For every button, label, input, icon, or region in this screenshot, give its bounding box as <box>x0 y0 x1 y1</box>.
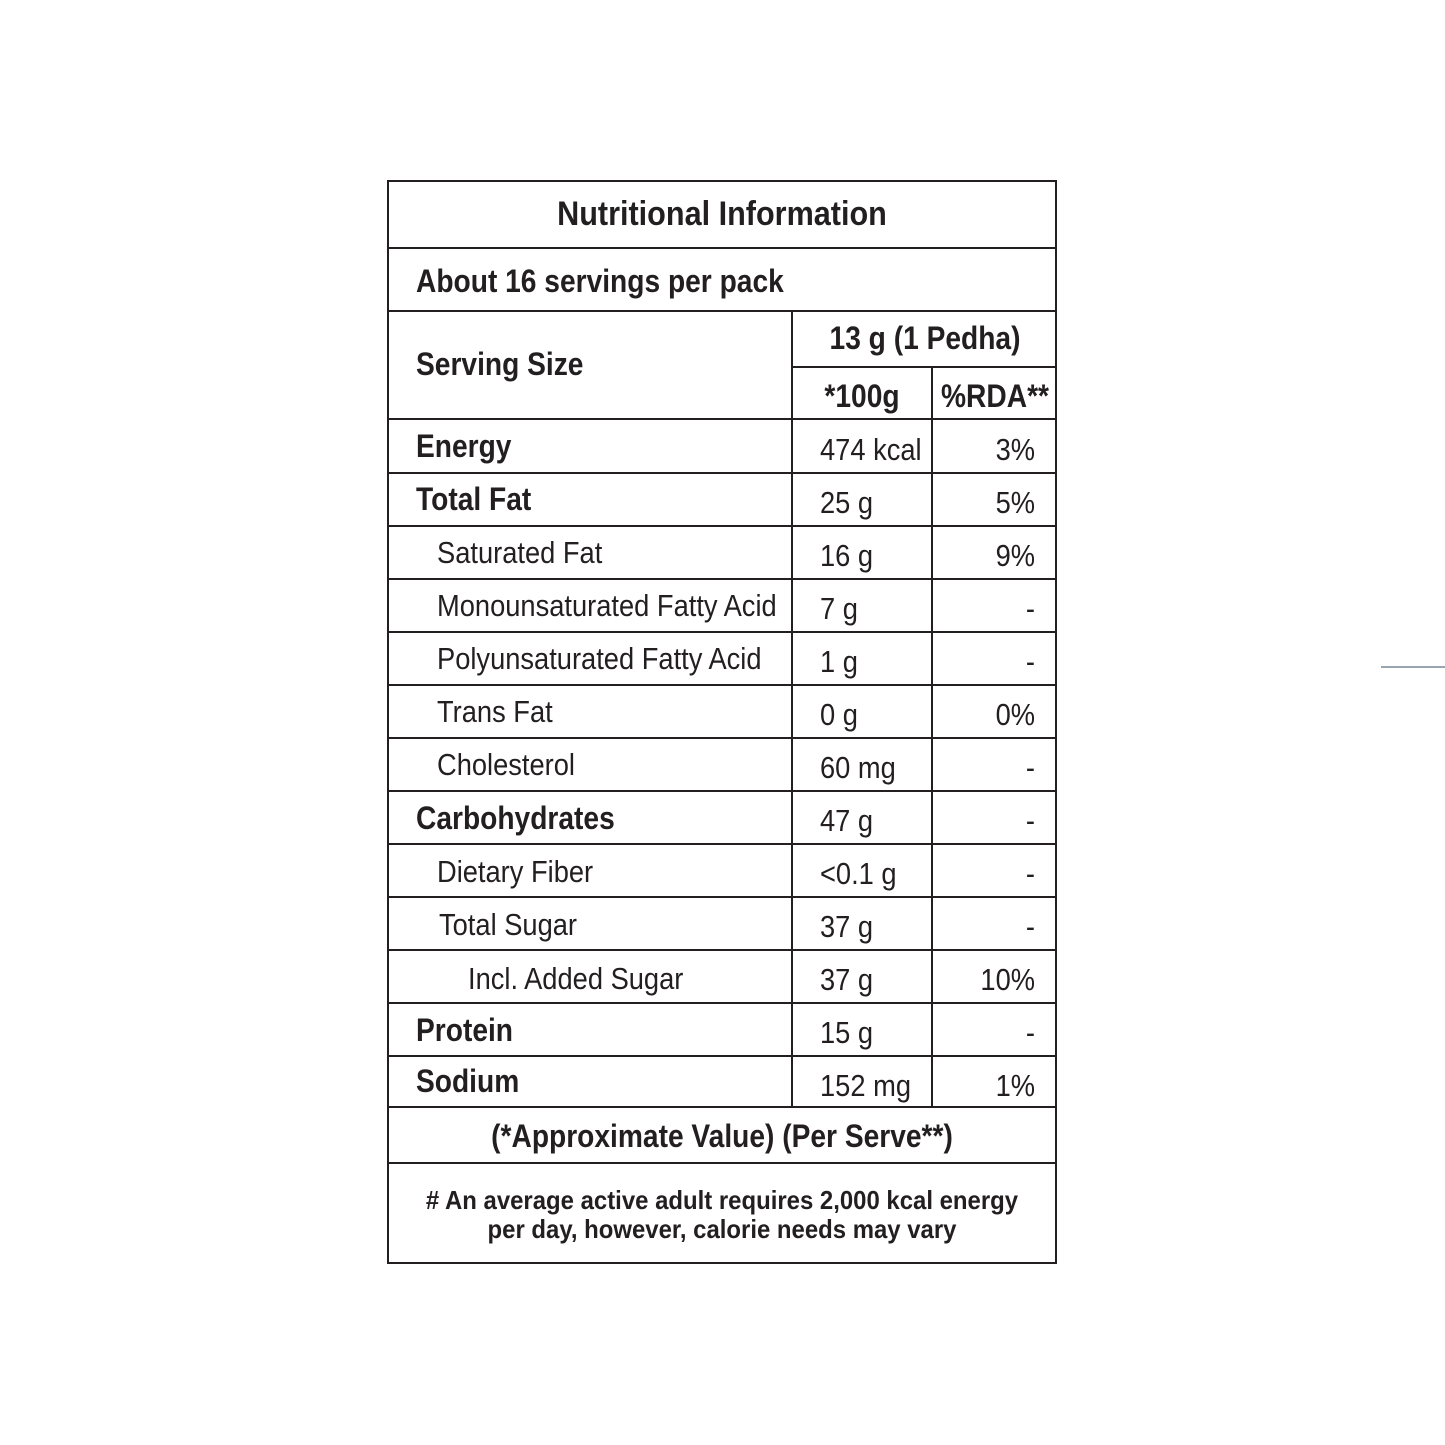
nutrient-value-energy: 474 kcal <box>820 432 922 467</box>
footnote-line-1: # An average active adult requires 2,000 kcal energy <box>425 1185 1019 1215</box>
nutrient-name-total-fat: Total Fat <box>416 481 532 517</box>
nutrient-name-trans-fat: Trans Fat <box>437 694 553 729</box>
servings-per-pack: About 16 servings per pack <box>416 263 784 299</box>
divider-serving-size-sub <box>792 366 1057 368</box>
stray-mark <box>1381 666 1445 668</box>
divider-row <box>387 684 1057 686</box>
divider-servings <box>387 310 1057 312</box>
divider-table-end <box>387 1106 1057 1108</box>
divider-row <box>387 578 1057 580</box>
nutrient-rda-protein: - <box>1025 1015 1035 1050</box>
divider-row <box>387 631 1057 633</box>
divider-col-values <box>791 310 793 1107</box>
column-header-rda: %RDA** <box>941 378 1049 414</box>
nutrient-value-saturated-fat: 16 g <box>820 538 874 573</box>
nutrient-rda-polyunsaturated: - <box>1025 644 1035 679</box>
divider-row <box>387 949 1057 951</box>
divider-row <box>387 525 1057 527</box>
nutrient-value-sodium: 152 mg <box>820 1068 911 1103</box>
nutrient-value-polyunsaturated: 1 g <box>820 644 858 679</box>
nutrient-rda-dietary-fiber: - <box>1025 856 1035 891</box>
nutrient-name-polyunsaturated: Polyunsaturated Fatty Acid <box>437 641 762 676</box>
nutrient-value-total-fat: 25 g <box>820 485 874 520</box>
nutrient-name-monounsaturated: Monounsaturated Fatty Acid <box>437 588 777 623</box>
divider-header <box>387 418 1057 420</box>
nutrient-value-trans-fat: 0 g <box>820 697 858 732</box>
nutrient-name-total-sugar: Total Sugar <box>439 907 578 942</box>
divider-col-rda <box>931 366 933 1107</box>
nutrient-rda-trans-fat: 0% <box>995 697 1035 732</box>
column-header-100g: *100g <box>824 378 900 414</box>
serving-size-label: Serving Size <box>416 346 584 382</box>
nutrient-rda-carbohydrates: - <box>1025 803 1035 838</box>
nutrient-value-protein: 15 g <box>820 1015 874 1050</box>
nutrient-value-carbohydrates: 47 g <box>820 803 874 838</box>
nutrient-rda-saturated-fat: 9% <box>995 538 1035 573</box>
approximate-value-note: (*Approximate Value) (Per Serve**) <box>491 1118 953 1154</box>
nutrient-value-dietary-fiber: <0.1 g <box>820 856 897 891</box>
nutrient-value-total-sugar: 37 g <box>820 909 874 944</box>
label-title: Nutritional Information <box>557 195 887 233</box>
divider-row <box>387 790 1057 792</box>
divider-note <box>387 1162 1057 1164</box>
nutrient-name-cholesterol: Cholesterol <box>437 747 575 782</box>
divider-row <box>387 737 1057 739</box>
nutrient-rda-added-sugar: 10% <box>980 962 1035 997</box>
nutrient-value-monounsaturated: 7 g <box>820 591 858 626</box>
nutrient-name-added-sugar: Incl. Added Sugar <box>468 961 684 996</box>
nutrient-rda-monounsaturated: - <box>1025 591 1035 626</box>
nutrient-rda-sodium: 1% <box>995 1068 1035 1103</box>
nutrient-rda-energy: 3% <box>995 432 1035 467</box>
nutrient-rda-cholesterol: - <box>1025 750 1035 785</box>
serving-size-value: 13 g (1 Pedha) <box>829 320 1021 356</box>
nutrient-name-saturated-fat: Saturated Fat <box>437 535 603 570</box>
nutrient-name-protein: Protein <box>416 1012 514 1048</box>
nutrient-value-added-sugar: 37 g <box>820 962 874 997</box>
nutrient-rda-total-fat: 5% <box>995 485 1035 520</box>
divider-row <box>387 1002 1057 1004</box>
nutrient-name-carbohydrates: Carbohydrates <box>416 800 615 836</box>
nutrient-rda-total-sugar: - <box>1025 909 1035 944</box>
divider-row <box>387 472 1057 474</box>
divider-row <box>387 896 1057 898</box>
divider-title <box>387 247 1057 249</box>
divider-row <box>387 1055 1057 1057</box>
nutrient-name-energy: Energy <box>416 428 512 464</box>
footnote-line-2: per day, however, calorie needs may vary <box>487 1214 957 1244</box>
divider-row <box>387 843 1057 845</box>
nutrient-value-cholesterol: 60 mg <box>820 750 896 785</box>
nutrient-name-sodium: Sodium <box>416 1063 520 1099</box>
nutrient-name-dietary-fiber: Dietary Fiber <box>437 854 594 889</box>
